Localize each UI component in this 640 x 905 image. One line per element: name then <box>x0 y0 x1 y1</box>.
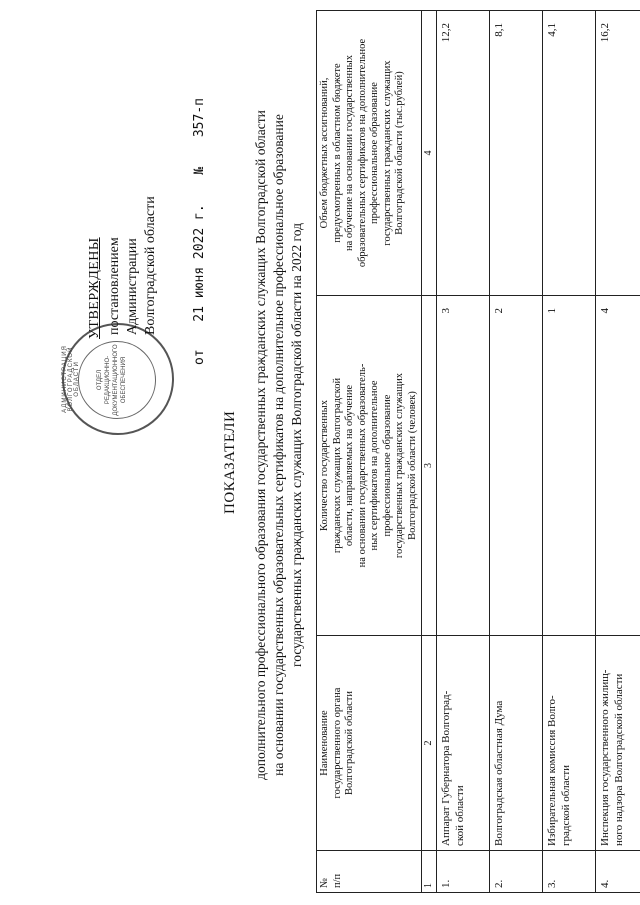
approval-line: постановлением <box>107 237 122 335</box>
header-line: профессиональное образование <box>381 394 393 537</box>
organ-name <box>490 636 543 851</box>
approval-number: 357-п <box>192 98 207 138</box>
approval-line: Администрации <box>125 238 140 335</box>
header-line: Волгоградской области (человек) <box>406 391 418 540</box>
header-line: ных сертификатов на дополнительное <box>369 380 380 551</box>
organ-name <box>543 636 596 851</box>
stamp-ring-text: АДМИНИСТРАЦИЯ ВОЛГОГРАДСКОЙ ОБЛАСТИ <box>62 345 80 413</box>
subtitle-line: дополнительного профессионального образования государственных гражданских служащих Волгоградской области <box>253 110 268 780</box>
table-row <box>596 11 640 893</box>
count-cell: 1 <box>543 296 596 636</box>
stamp-line: ДОКУМЕНТАЦИОННОГО <box>113 344 119 416</box>
organ-name-line: Волгоградская областная Дума <box>493 700 505 846</box>
indicators-table <box>316 10 640 893</box>
document-subtitle <box>252 15 306 875</box>
amount-cell: 8,1 <box>490 11 543 296</box>
table-header-row <box>317 11 422 893</box>
document-heading: ПОКАЗАТЕЛИ <box>222 410 238 514</box>
header-line: государственного органа <box>331 687 343 799</box>
header-line: гражданских служащих Волгоградской <box>331 377 343 554</box>
approval-date: 21 июня 2022 г. <box>192 204 207 322</box>
row-number: 4. <box>596 851 640 893</box>
table-row <box>490 11 543 893</box>
header-line: образовательных сертификатов на дополнительное <box>356 38 368 268</box>
header-line: Объем бюджетных ассигнований, <box>319 77 330 229</box>
stamp-line: РЕДАКЦИОННО- <box>105 355 111 405</box>
organ-name <box>437 636 490 851</box>
stamp-inner-circle <box>78 341 156 419</box>
organ-name-line: Аппарат Губернатора Волгоград- <box>440 690 452 846</box>
stamp-line: ОТДЕЛ <box>97 369 103 391</box>
organ-name-line: градской области <box>560 764 572 846</box>
subtitle-line: государственных гражданских служащих Волгоградской области на 2022 год <box>289 223 304 667</box>
official-stamp <box>62 323 174 435</box>
count-cell: 3 <box>437 296 490 636</box>
header-line: государственных гражданских служащих <box>381 60 393 246</box>
header-line: на основании государственных образователь- <box>356 363 368 568</box>
approval-date-row <box>192 98 207 365</box>
column-number-row <box>422 11 437 893</box>
column-number: 1 <box>422 851 437 893</box>
column-number: 4 <box>422 11 437 296</box>
header-line: Волгоградской области (тыс.рублей) <box>394 71 405 235</box>
header-line: профессиональное образование <box>369 82 380 224</box>
column-number: 3 <box>422 296 437 636</box>
row-number: 2. <box>490 851 543 893</box>
header-cell-amount <box>317 11 422 296</box>
approval-line: Волгоградской области <box>143 196 158 335</box>
table-row <box>437 11 490 893</box>
organ-name-line: ской области <box>454 785 466 846</box>
header-line: № <box>319 877 330 888</box>
organ-name <box>596 636 640 851</box>
header-line: Количество государственных <box>319 400 330 531</box>
amount-cell: 4,1 <box>543 11 596 296</box>
subtitle-line: на основании государственных образовательных сертификатов на дополнительное профессиональное образование <box>271 114 286 776</box>
row-number: 3. <box>543 851 596 893</box>
amount-cell: 16,2 <box>596 11 640 296</box>
stamp-line: ОБЕСПЕЧЕНИЯ <box>121 356 127 404</box>
row-number: 1. <box>437 851 490 893</box>
amount-cell: 12,2 <box>437 11 490 296</box>
header-cell-organ <box>317 636 422 851</box>
table-row <box>543 11 596 893</box>
header-line: на обучение на основании государственных <box>344 55 355 251</box>
header-line: п/п <box>331 873 343 888</box>
header-line: области, направляемых на обучение <box>344 384 355 547</box>
date-prefix: от <box>192 349 207 365</box>
header-line: предусмотренных в областном бюджете <box>331 63 343 243</box>
header-cell-count <box>317 296 422 636</box>
organ-name-line: Инспекция государственного жилищ- <box>599 669 611 846</box>
header-cell-number <box>317 851 422 893</box>
count-cell: 4 <box>596 296 640 636</box>
organ-name-line: ного надзора Волгоградской области <box>613 673 625 846</box>
organ-name-line: Избирательная комиссия Волго- <box>546 695 558 846</box>
number-prefix: № <box>192 166 207 175</box>
header-line: Наименование <box>319 710 330 776</box>
count-cell: 2 <box>490 296 543 636</box>
column-number: 2 <box>422 636 437 851</box>
header-line: Волгоградской области <box>344 690 355 796</box>
header-line: государственных гражданских служащих <box>394 372 405 559</box>
approval-title: УТВЕРЖДЕНЫ <box>87 237 102 339</box>
